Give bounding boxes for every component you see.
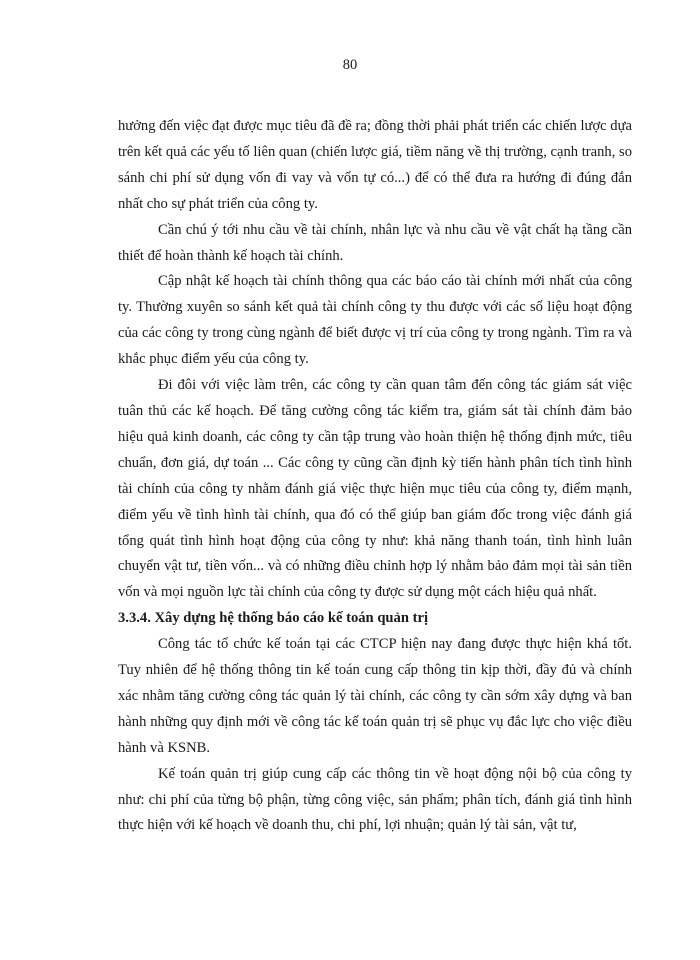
section-heading: 3.3.4. Xây dựng hệ thống báo cáo kế toán quản trị [118, 610, 429, 627]
paragraph: Kế toán quản trị giúp cung cấp các thông tin về hoạt động nội bộ của công ty như: chi phí của từng bộ phận, từng công việc, sản phẩm; phân tích, đánh giá tình hình thực hiện với kế hoạch về doanh thu, chi phí, lợi nhuận; quản lý tài sản, vật tư, [118, 765, 632, 834]
paragraph: Cần chú ý tới nhu cầu về tài chính, nhân lực và nhu cầu về vật chất hạ tầng cần thiết để hoàn thành kế hoạch tài chính. [118, 221, 632, 264]
paragraph: Đi đôi với việc làm trên, các công ty cần quan tâm đến công tác giám sát việc tuân thủ các kế hoạch. Để tăng cường công tác kiểm tra, giám sát tài chính đảm bảo hiệu quả kinh doanh, các công ty cần tập trung vào hoàn thiện hệ thống định mức, tiêu chuẩn, đơn giá, dự toán ... Các công ty cũng cần định kỳ tiến hành phân tích tình hình tài chính của công ty nhằm đánh giá việc thực hiện mục tiêu của công ty, điểm mạnh, điểm yếu về tình hình tài chính, qua đó có thể giúp ban giám đốc trong việc đánh giá tổng quát tình hình hoạt động của công ty như: khả năng thanh toán, tình hình luân chuyển vật tư, tiền vốn... và có những điều chỉnh hợp lý nhằm bảo đảm mọi tài sản tiền vốn và mọi nguồn lực tài chính của công ty được sử dụng một cách hiệu quả nhất. [118, 377, 632, 601]
paragraph-continued: hưởng đến việc đạt được mục tiêu đã đề ra; đồng thời phải phát triển các chiến lược dựa trên kết quả các yếu tố liên quan (chiến lược giá, tiềm năng về thị trường, cạnh tranh, so sánh chi phí sử dụng vốn đi vay và vốn tự có...) để có thể đưa ra hướng đi đúng đắn nhất cho sự phát triển của công ty. [118, 118, 632, 212]
page-number: 80 [342, 57, 358, 73]
paragraph: Cập nhật kế hoạch tài chính thông qua các báo cáo tài chính mới nhất của công ty. Thường xuyên so sánh kết quả tài chính công ty thu được với các số liệu hoạt động của các công ty trong cùng ngành để biết được vị trí của công ty trong ngành. Tìm ra và khắc phục điểm yếu của công ty. [118, 273, 632, 368]
paragraph: Công tác tổ chức kế toán tại các CTCP hiện nay đang được thực hiện khá tốt. Tuy nhiên để hệ thống thông tin kế toán cung cấp thông tin kịp thời, đầy đủ và chính xác nhằm tăng cường công tác quản lý tài chính, các công ty cần sớm xây dựng và ban hành những quy định mới về công tác kế toán quản trị sẽ phục vụ đắc lực cho việc điều hành và KSNB. [118, 636, 632, 756]
body-text [118, 114, 632, 839]
